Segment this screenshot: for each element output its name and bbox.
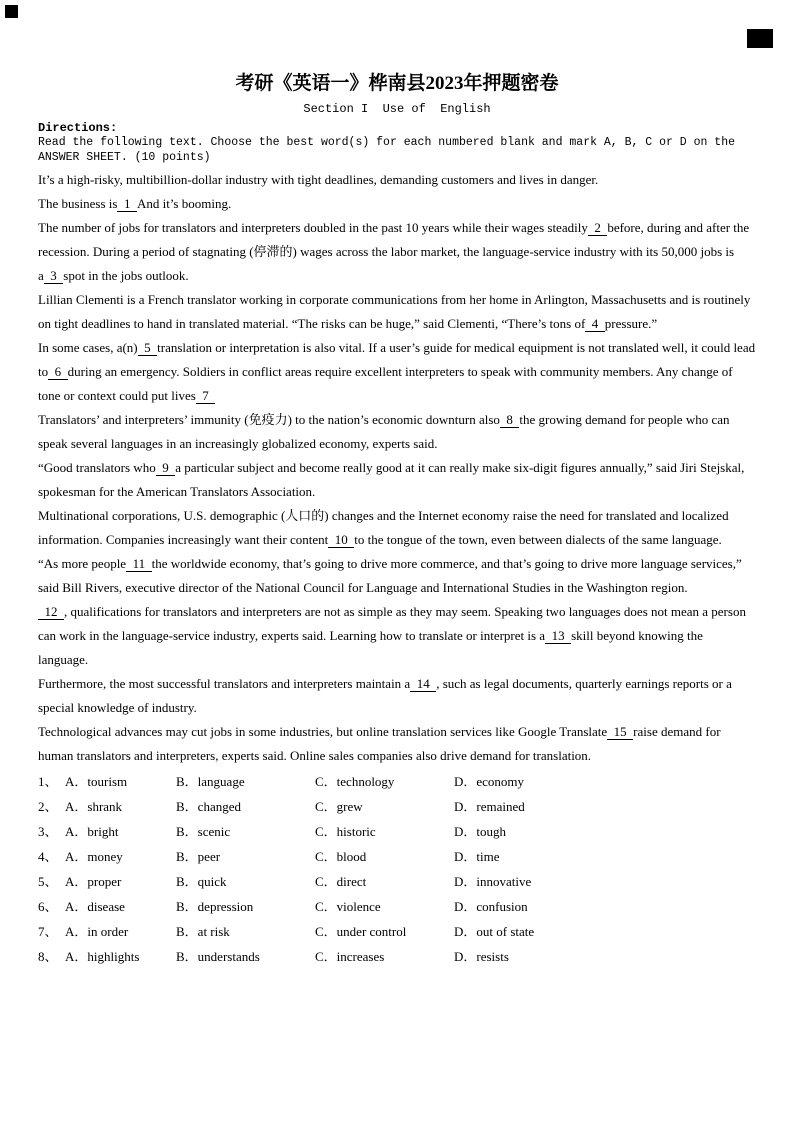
passage-paragraph: The business is 1 And it’s booming. (38, 196, 232, 211)
options-list (38, 769, 756, 969)
corner-mark-top-left (5, 5, 18, 18)
option-number: 3、 (38, 824, 58, 839)
directions-label: Directions: (38, 121, 118, 135)
cloze-blank-14: 14 (410, 676, 437, 691)
option-cell: D．tough (454, 824, 507, 839)
option-number: 4、 (38, 849, 58, 864)
option-cell: A．shrank (65, 799, 123, 814)
passage-paragraph: “Good translators who 9 a particular subject and become really good at it can really make six-digit figures annually,” said Jiri Stejskal, spokesman for the American Translators Association. (38, 460, 745, 499)
option-cell: B．peer (176, 849, 221, 864)
cloze-blank-9: 9 (155, 460, 176, 475)
passage-paragraph: Furthermore, the most successful translators and interpreters maintain a 14 , such as legal documents, quarterly earnings reports or a special knowledge of industry. (38, 676, 732, 715)
cloze-blank-3: 3 (43, 268, 64, 283)
cloze-blank-15: 15 (607, 724, 634, 739)
option-row (38, 794, 756, 819)
option-cell: A．in order (65, 924, 129, 939)
option-cell: B．understands (176, 949, 260, 964)
cloze-blank-1: 1 (117, 196, 137, 211)
option-cell: C．blood (315, 849, 367, 864)
passage-paragraph: Translators’ and interpreters’ immunity (免疫力) to the nation’s economic downturn also 8 the growing demand for people who can speak several languages in an increasingly globalized economy, experts said. (38, 412, 730, 451)
option-cell: C．direct (315, 874, 367, 889)
option-number: 2、 (38, 799, 58, 814)
directions-text-line-2: ANSWER SHEET. (10 points) (38, 150, 211, 164)
option-cell: C．increases (315, 949, 385, 964)
cloze-blank-2: 2 (587, 220, 608, 235)
option-number: 6、 (38, 899, 58, 914)
option-cell: D．resists (454, 949, 509, 964)
option-cell: B．at risk (176, 924, 230, 939)
option-cell: A．disease (65, 899, 125, 914)
option-cell: A．tourism (65, 774, 128, 789)
option-cell: D．remained (454, 799, 525, 814)
page-title: 考研《英语一》桦南县2023年押题密卷 (235, 73, 559, 94)
cloze-blank-10: 10 (328, 532, 355, 547)
option-cell: D．time (454, 849, 500, 864)
option-cell: C．under control (315, 924, 407, 939)
cloze-blank-13: 13 (545, 628, 572, 643)
option-cell: C．grew (315, 799, 363, 814)
directions-text-line-1: Read the following text. Choose the best word(s) for each numbered blank and mark A, B, C or D on the (38, 136, 736, 149)
passage-paragraph: “As more people 11 the worldwide economy, that’s going to drive more commerce, and that’s going to drive more language services,” said Bill Rivers, executive director of the National Council for Language and International Studies in the Washington region. (38, 556, 742, 595)
passage-paragraph: Multinational corporations, U.S. demographic (人口的) changes and the Internet economy raise the need for translated and localized information. Companies increasingly want their content 10 to the tongue of the town, even between dialects of the same language. (38, 508, 729, 547)
option-cell: D．innovative (454, 874, 532, 889)
directions-block (38, 121, 756, 165)
passage-paragraph: It’s a high-risky, multibillion-dollar industry with tight deadlines, demanding customers and lives in danger. (38, 172, 599, 187)
option-cell: A．highlights (65, 949, 140, 964)
cloze-blank-4: 4 (585, 316, 605, 331)
option-row (38, 769, 756, 794)
passage-paragraph: In some cases, a(n) 5 translation or interpretation is also vital. If a user’s guide for medical equipment is not translated well, it could lead to 6 during an emergency. Soldiers in conflict areas require excellent interpreters to speak with community members. Any change of tone or context could put lives 7 (38, 340, 756, 403)
passage-paragraph: 12 , qualifications for translators and interpreters are not as simple as they may seem. Speaking two languages does not mean a person can work in the language-service industry, experts said. Learning how to translate or interpret is a 13 skill beyond knowing the language. (38, 604, 746, 667)
option-cell: B．changed (176, 799, 241, 814)
option-row (38, 844, 756, 869)
option-row (38, 944, 756, 969)
option-cell: D．economy (454, 774, 525, 789)
option-cell: D．confusion (454, 899, 528, 914)
cloze-blank-8: 8 (499, 412, 520, 427)
option-cell: A．proper (65, 874, 122, 889)
option-number: 8、 (38, 949, 58, 964)
option-row (38, 894, 756, 919)
option-number: 7、 (38, 924, 58, 939)
option-cell: B．depression (176, 899, 254, 914)
option-cell: C．technology (315, 774, 395, 789)
cloze-blank-5: 5 (137, 340, 158, 355)
section-heading: Section I Use of English (303, 102, 491, 116)
cloze-passage (38, 168, 756, 768)
option-cell: D．out of state (454, 924, 535, 939)
option-cell: B．quick (176, 874, 227, 889)
cloze-blank-12: 12 (38, 604, 64, 619)
option-cell: C．historic (315, 824, 376, 839)
option-cell: B．language (176, 774, 245, 789)
option-cell: B．scenic (176, 824, 231, 839)
passage-paragraph: The number of jobs for translators and interpreters doubled in the past 10 years while their wages steadily 2 before, during and after the recession. During a period of stagnating (停滞的) wages across the labor market, the language-service industry with its 50,000 jobs is a 3 spot in the jobs outlook. (38, 220, 750, 283)
option-cell: C．violence (315, 899, 381, 914)
passage-paragraph: Technological advances may cut jobs in some industries, but online translation services like Google Translate 15 raise demand for human translators and interpreters, experts said. Online sales companies also drive demand for translation. (38, 724, 721, 763)
cloze-blank-6: 6 (48, 364, 68, 379)
option-cell: A．bright (65, 824, 119, 839)
option-row (38, 869, 756, 894)
option-cell: A．money (65, 849, 123, 864)
cloze-blank-7: 7 (195, 388, 216, 403)
cloze-blank-11: 11 (126, 556, 152, 571)
corner-mark-top-right (747, 29, 773, 48)
option-number: 5、 (38, 874, 58, 889)
option-row (38, 819, 756, 844)
passage-paragraph: Lillian Clementi is a French translator working in corporate communications from her home in Arlington, Massachusetts and is routinely on tight deadlines to hand in translated material. “The risks can be huge,” said Clementi, “There’s tons of 4 pressure.” (38, 292, 751, 331)
option-number: 1、 (38, 774, 58, 789)
option-row (38, 919, 756, 944)
